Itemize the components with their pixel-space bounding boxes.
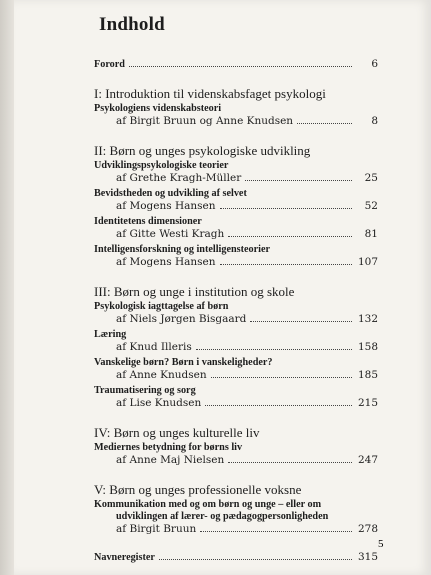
chapter-page: 247	[357, 454, 378, 466]
toc-author-line	[94, 172, 378, 185]
chapter-author: af Lise Knudsen	[116, 397, 202, 409]
chapter-title: Mediernes betydning for børns liv	[94, 442, 243, 453]
chapter-page: 8	[371, 115, 378, 127]
page-title: Indhold	[99, 14, 165, 35]
toc-section	[94, 284, 378, 410]
chapter-title: Traumatisering og sorg	[94, 385, 196, 396]
toc-author-line	[94, 369, 378, 382]
page-number: 5	[378, 538, 384, 550]
toc-item	[94, 244, 378, 269]
chapter-author: af Niels Jørgen Bisgaard	[116, 313, 247, 325]
leader-dots	[220, 264, 352, 265]
leader-dots	[196, 349, 352, 350]
leader-dots	[297, 123, 352, 124]
leader-dots	[228, 462, 352, 463]
toc-item	[94, 329, 378, 354]
toc-author-line	[94, 454, 378, 467]
toc-sections	[94, 86, 378, 536]
chapter-author: af Anne Knudsen	[116, 369, 207, 381]
toc-entry-navneregister	[94, 551, 378, 564]
toc-section	[94, 482, 378, 536]
toc-author-line	[94, 256, 378, 269]
chapter-title: Læring	[94, 329, 127, 340]
chapter-page: 107	[357, 256, 378, 268]
toc-author-line	[94, 115, 378, 128]
section-title: V: Børn og unges professionelle voksne	[94, 482, 302, 497]
chapter-page: 25	[364, 172, 378, 184]
chapter-title: Intelligensforskning og intelligensteorier	[94, 244, 271, 255]
leader-dots	[129, 66, 352, 67]
section-title: I: Introduktion til videnskabsfaget psykologi	[94, 86, 326, 101]
toc-author-line	[94, 341, 378, 354]
leader-dots	[250, 321, 352, 322]
toc-page: 6	[371, 58, 378, 70]
chapter-title-continued: udviklingen af lærer- og pædagogpersonligheden	[116, 511, 329, 522]
chapter-author: af Grethe Kragh-Müller	[116, 172, 242, 184]
toc-author-line	[94, 200, 378, 213]
book-spine-shadow	[0, 0, 14, 575]
leader-dots	[220, 208, 352, 209]
leader-dots	[159, 559, 352, 560]
leader-dots	[205, 405, 352, 406]
toc-author-line	[94, 228, 378, 241]
chapter-title: Vanskelige børn? Børn i vanskeligheder?	[94, 357, 273, 368]
leader-dots	[245, 180, 352, 181]
toc-item	[94, 160, 378, 185]
chapter-page: 81	[364, 228, 378, 240]
toc-section	[94, 143, 378, 269]
toc-label: Forord	[94, 59, 125, 70]
toc-item	[94, 357, 378, 382]
chapter-title: Bevidstheden og udvikling af selvet	[94, 188, 247, 199]
leader-dots	[228, 236, 352, 237]
toc-label: Navneregister	[94, 552, 155, 563]
book-page	[14, 0, 431, 575]
chapter-title: Psykologisk iagttagelse af børn	[94, 301, 229, 312]
chapter-author: af Anne Maj Nielsen	[116, 454, 225, 466]
section-title: II: Børn og unges psykologiske udvikling	[94, 143, 311, 158]
chapter-page: 215	[357, 397, 378, 409]
leader-dots	[211, 377, 352, 378]
leader-dots	[200, 531, 352, 532]
toc-item	[94, 301, 378, 326]
chapter-page: 158	[357, 341, 378, 353]
toc-item	[94, 188, 378, 213]
section-title: IV: Børn og unges kulturelle liv	[94, 425, 260, 440]
chapter-title: Psykologiens videnskabsteori	[94, 103, 222, 114]
toc-entry-forord	[94, 58, 378, 71]
toc-item	[94, 442, 378, 467]
chapter-author: af Gitte Westi Kragh	[116, 228, 225, 240]
chapter-author: af Birgit Bruun	[116, 523, 197, 535]
chapter-page: 52	[364, 200, 378, 212]
toc-item	[94, 216, 378, 241]
chapter-title: Kommunikation med og om børn og unge – eller om	[94, 499, 322, 510]
chapter-author: af Knud Illeris	[116, 341, 192, 353]
chapter-title: Identitetens dimensioner	[94, 216, 202, 227]
chapter-author: af Birgit Bruun og Anne Knudsen	[116, 115, 294, 127]
chapter-author: af Mogens Hansen	[116, 200, 216, 212]
chapter-page: 185	[357, 369, 378, 381]
toc-author-line	[94, 397, 378, 410]
chapter-page: 278	[357, 523, 378, 535]
toc-item	[94, 385, 378, 410]
chapter-author: af Mogens Hansen	[116, 256, 216, 268]
toc-author-line	[94, 313, 378, 326]
toc-section	[94, 425, 378, 467]
section-title: III: Børn og unge i institution og skole	[94, 284, 295, 299]
toc-item	[94, 103, 378, 128]
chapter-page: 132	[357, 313, 378, 325]
table-of-contents	[94, 14, 378, 564]
chapter-title: Udviklingspsykologiske teorier	[94, 160, 229, 171]
toc-item	[94, 499, 378, 536]
toc-author-line	[94, 523, 378, 536]
toc-page: 315	[357, 551, 378, 563]
toc-section	[94, 86, 378, 128]
